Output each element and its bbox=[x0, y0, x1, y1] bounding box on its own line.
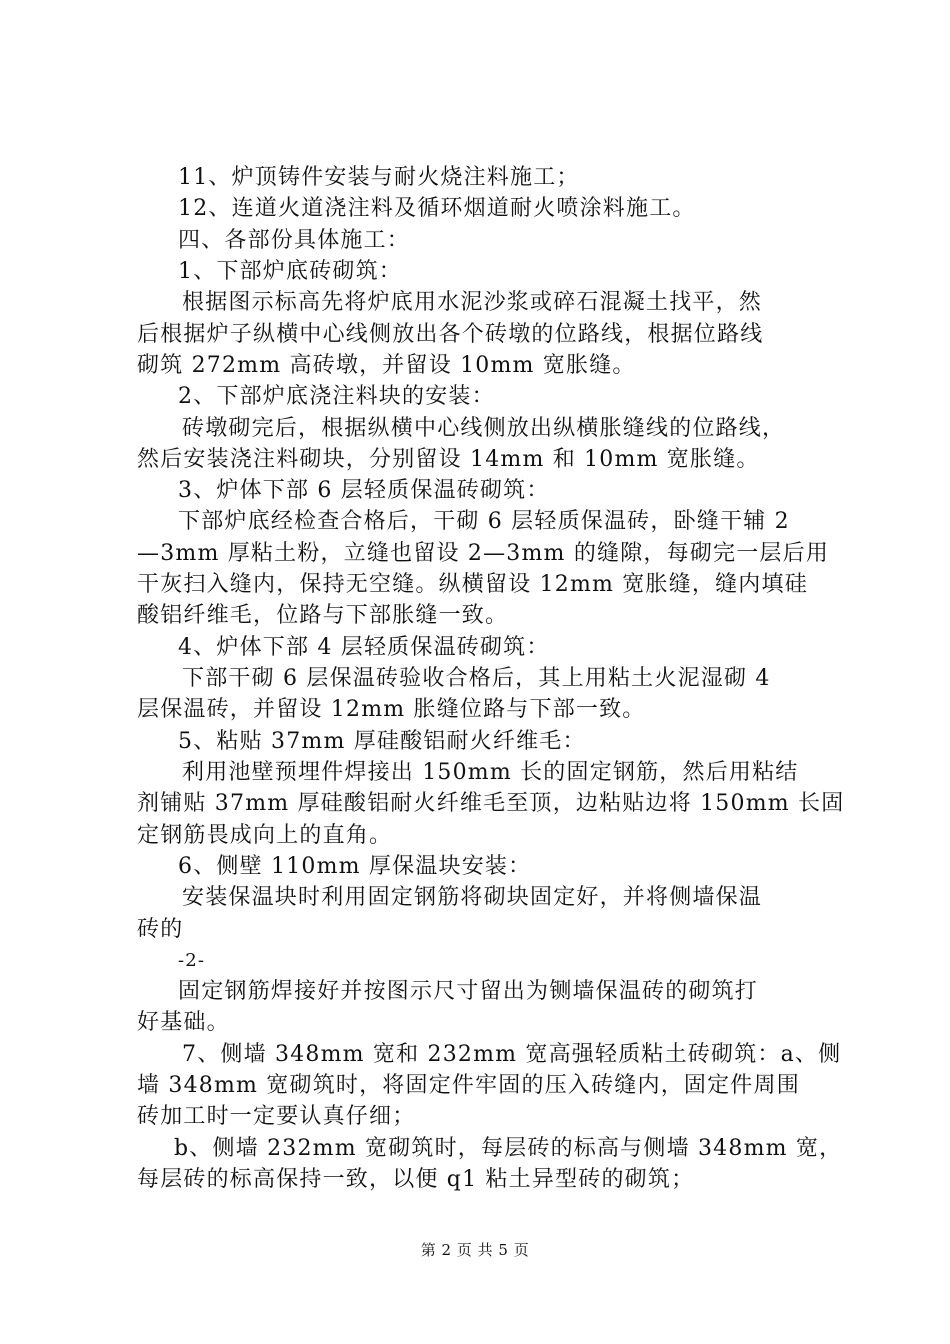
text-line: 砖的 bbox=[137, 917, 184, 942]
text-line: 3、炉体下部 6 层轻质保温砖砌筑： bbox=[178, 478, 550, 503]
text-line: —3mm 厚粘土粉，立缝也留设 2—3mm 的缝隙，每砌完一层后用 bbox=[137, 541, 830, 566]
text-line: 利用池壁预埋件焊接出 150mm 长的固定钢筋，然后用粘结 bbox=[182, 760, 799, 785]
text-line: 6、侧壁 110mm 厚保温块安装： bbox=[178, 854, 532, 879]
text-line: 11、炉顶铸件安装与耐火烧注料施工； bbox=[178, 165, 580, 190]
text-line: 砖加工时一定要认真仔细； bbox=[137, 1104, 416, 1129]
text-line: 墙 348mm 宽砌筑时，将固定件牢固的压入砖缝内，固定件周围 bbox=[137, 1073, 800, 1098]
text-line: 然后安装浇注料砌块，分别留设 14mm 和 10mm 宽胀缝。 bbox=[137, 447, 760, 472]
text-line: 定钢筋畏成向上的直角。 bbox=[137, 823, 393, 848]
text-line: 4、炉体下部 4 层轻质保温砖砌筑： bbox=[178, 635, 550, 660]
text-line: 固定钢筋焊接好并按图示尺寸留出为铡墙保温砖的砌筑打 bbox=[178, 979, 759, 1004]
text-line: 酸铝纤维毛，位路与下部胀缝一致。 bbox=[137, 603, 509, 628]
text-line: 12、连道火道浇注料及循环烟道耐火喷涂料施工。 bbox=[178, 196, 696, 221]
text-line: 下部干砌 6 层保温砖验收合格后，其上用粘土火泥湿砌 4 bbox=[182, 666, 771, 691]
text-line: 好基础。 bbox=[137, 1010, 230, 1035]
text-line: 剂铺贴 37mm 厚硅酸铝耐火纤维毛至顶，边粘贴边将 150mm 长固 bbox=[137, 791, 845, 816]
page-footer: 第 2 页 共 5 页 bbox=[420, 1241, 530, 1259]
text-line: 安装保温块时利用固定钢筋将砌块固定好，并将侧墙保温 bbox=[182, 885, 763, 910]
text-line: 层保温砖，并留设 12mm 胀缝位路与下部一致。 bbox=[137, 697, 646, 722]
text-line: 1、下部炉底砖砌筑： bbox=[178, 259, 402, 284]
text-line: b、侧墙 232mm 宽砌筑时，每层砖的标高与侧墙 348mm 宽， bbox=[174, 1136, 843, 1161]
text-line: 后根据炉子纵横中心线侧放出各个砖墩的位路线，根据位路线 bbox=[137, 322, 764, 347]
text-line: 每层砖的标高保持一致，以便 q1 粘土异型砖的砌筑； bbox=[137, 1167, 695, 1192]
text-line: 根据图示标高先将炉底用水泥沙浆或碎石混凝土找平，然 bbox=[182, 290, 763, 315]
text-line: -2- bbox=[178, 950, 206, 971]
text-line: 四、各部份具体施工： bbox=[178, 228, 411, 253]
text-line: 7、侧墙 348mm 宽和 232mm 宽高强轻质粘土砖砌筑：a、侧 bbox=[182, 1042, 842, 1067]
text-line: 5、粘贴 37mm 厚硅酸铝耐火纤维毛： bbox=[178, 729, 586, 754]
text-line: 2、下部炉底浇注料块的安装： bbox=[178, 384, 495, 409]
text-line: 砖墩砌完后，根据纵横中心线侧放出纵横胀缝线的位路线， bbox=[182, 416, 786, 441]
text-line: 下部炉底经检查合格后，干砌 6 层轻质保温砖，卧缝干辅 2 bbox=[178, 509, 790, 534]
text-line: 砌筑 272mm 高砖墩，并留设 10mm 宽胀缝。 bbox=[137, 353, 636, 378]
text-line: 干灰扫入缝内，保持无空缝。纵横留设 12mm 宽胀缝，缝内填硅 bbox=[137, 572, 808, 597]
